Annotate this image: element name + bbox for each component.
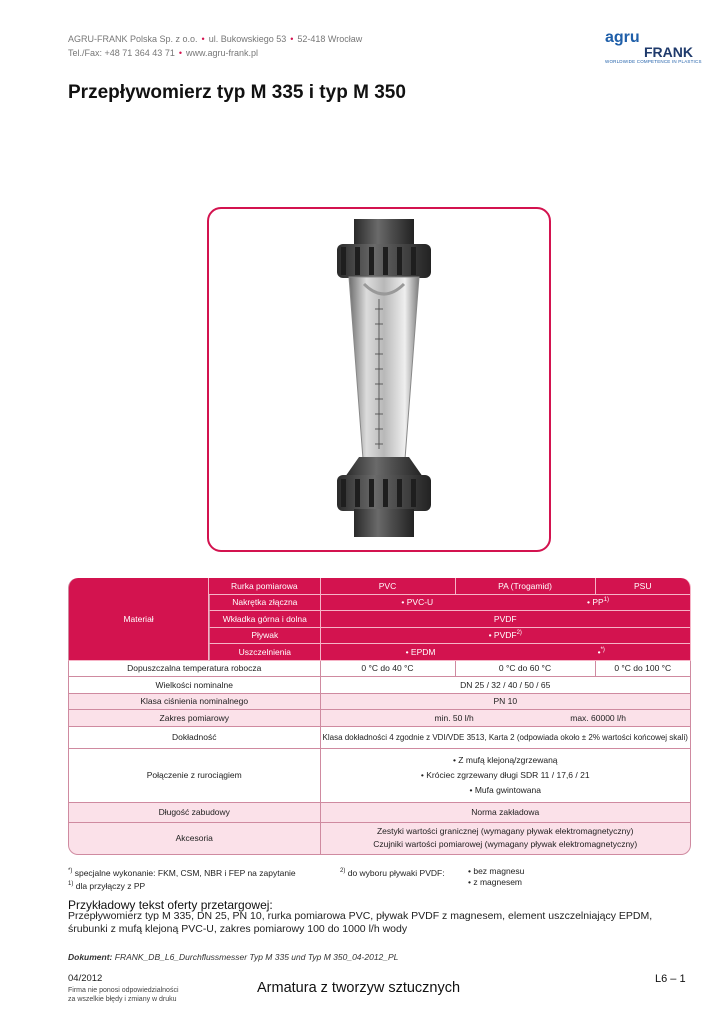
header-line-1: AGRU-FRANK Polska Sp. z o.o. • ul. Bukowskiego 53 • 52-418 Wrocław [68,34,363,44]
table-cell: PA (Trogamid) [456,578,596,595]
row-label: Akcesoria [68,823,321,855]
material-header: Materiał [68,578,209,661]
table-cell: min. 50 l/h max. 60000 l/h [321,710,692,727]
table-cell: 0 °C do 100 °C [596,661,691,678]
table-row [68,823,691,855]
row-label: Dokładność [68,727,321,749]
table-cell: • PVDF$^{2)}$ [321,628,692,645]
table-cell: • Z mufą klejoną/zgrzewaną • Króciec zgrzewany długi SDR 11 / 17,6 / 21 • Mufa gwintowana [321,749,692,803]
logo-bottom-text: FRANK [644,44,693,60]
offer-heading: Przykładowy tekst oferty przetargowej: [68,898,273,912]
footer-disclaimer: Firma nie ponosi odpowiedzialności za wszelkie błędy i zmiany w druku [68,987,179,1003]
table-cell: PVC [321,578,456,595]
row-label: Wkładka górna i dolna [209,611,320,628]
offer-text: Przepływomierz typ M 335, DN 25, PN 10, rurka pomiarowa PVC, pływak PVDF z magnesem, element uszczelniający EPDM, śrubunki z mufą klejoną PVC-U, zakres pomiarowy 100 do 1000 l/h wody [68,910,653,935]
row-label: Wielkości nominalne [68,677,321,694]
header-line-2: Tel./Fax: +48 71 364 43 71 • www.agru-frank.pl [68,48,259,58]
table-row [68,694,691,711]
table-row [68,661,691,678]
document-reference: Dokument: FRANK_DB_L6_Durchflussmesser Typ M 335 und Typ M 350_04-2012_PL [68,952,399,962]
row-label: Długość zabudowy [68,803,321,823]
website-link[interactable]: www.agru-frank.pl [185,48,259,58]
row-label: Rurka pomiarowa [209,578,320,595]
footer-category: Armatura z tworzyw sztucznych [257,980,461,996]
table-cell: Klasa dokładności 4 zgodnie z VDI/VDE 3513, Karta 2 (odpowiada około ± 2% wartości końcowej skali) [321,727,692,749]
row-label: Zakres pomiarowy [68,710,321,727]
table-row [68,710,691,727]
table-row [68,677,691,694]
page-number: L6 – 1 [655,973,686,985]
table-cell: PVDF [321,611,692,628]
table-cell: • PVC-U • PP$^{1)}$ [321,595,692,612]
row-label: Połączenie z rurociągiem [68,749,321,803]
footnotes [68,866,525,892]
footnote-3-options: • bez magnesu • z magnesem [468,866,525,887]
table-row [68,749,691,803]
footnote-2: $^{1)}$ dla przyłączy z PP [68,880,146,891]
footer-date: 04/2012 [68,973,103,984]
agru-frank-logo [605,29,702,65]
footnote-1: *) specjalne wykonanie: FKM, CSM, NBR i FEP na zapytanie [68,867,296,878]
table-cell: PSU [596,578,691,595]
page-title: Przepływomierz typ M 335 i typ M 350 [68,82,406,103]
table-cell: Norma zakładowa [321,803,692,823]
table-cell: DN 25 / 32 / 40 / 50 / 65 [321,677,692,694]
row-label: Uszczelnienia [209,644,320,661]
row-label: Nakrętka złączna [209,595,320,612]
logo-top-text: agru [605,29,640,46]
table-row [68,578,691,595]
row-label: Klasa ciśnienia nominalnego [68,694,321,711]
table-cell: Zestyki wartości granicznej (wymagany pływak elektromagnetyczny) Czujniki wartości pomiarowej (wymagany pływak elektromagnetyczny) [321,823,692,855]
logo-tagline: WORLDWIDE COMPETENCE IN PLASTICS [605,59,702,64]
row-label: Dopuszczalna temperatura robocza [68,661,321,678]
product-photo-frame [207,207,551,552]
flowmeter-image [209,209,549,550]
table-cell: • EPDM •*) [321,644,692,661]
row-label: Pływak [209,628,320,645]
table-row [68,803,691,823]
table-cell: PN 10 [321,694,692,711]
table-row [68,727,691,749]
table-cell: 0 °C do 60 °C [456,661,596,678]
specification-table [68,578,691,855]
footnote-3: $^{2)}$ do wyboru pływaki PVDF: [340,867,445,878]
table-cell: 0 °C do 40 °C [321,661,456,678]
company-header [68,32,362,60]
